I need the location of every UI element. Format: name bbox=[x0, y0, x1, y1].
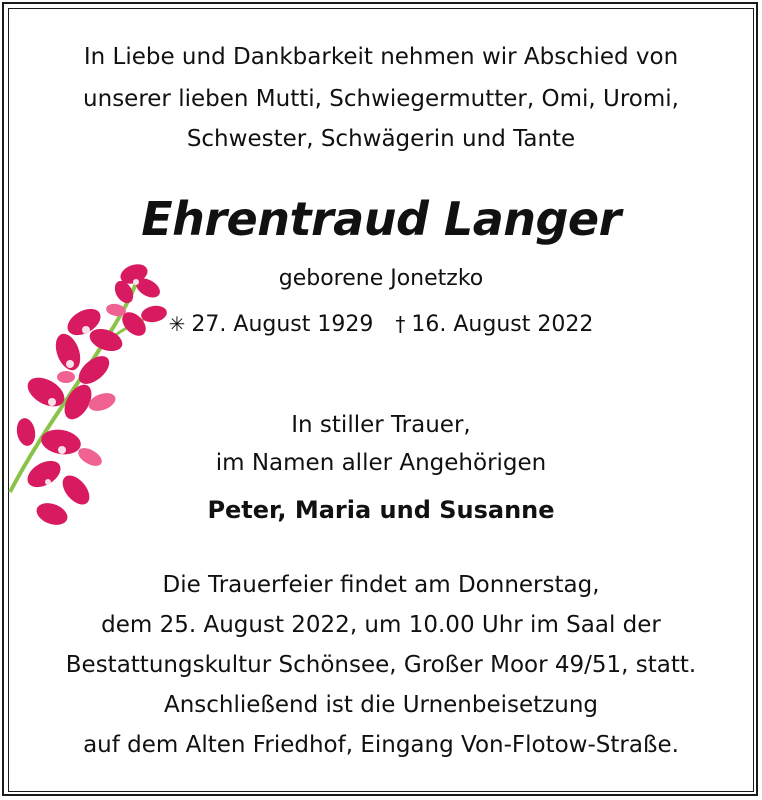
deceased-name: Ehrentraud Langer bbox=[141, 192, 621, 246]
intro-line-2: unserer lieben Mutti, Schwiegermutter, Omi, Uromi, bbox=[83, 86, 679, 112]
intro-line-1: In Liebe und Dankbarkeit nehmen wir Abschied von bbox=[83, 44, 679, 70]
death-date: 16. August 2022 bbox=[411, 312, 594, 337]
service-line-3: Bestattungskultur Schönsee, Großer Moor 49/51, statt. bbox=[65, 652, 697, 678]
death-cross-icon: † bbox=[395, 312, 406, 336]
mourning-line-2: im Namen aller Angehörigen bbox=[215, 450, 547, 476]
service-line-2: dem 25. August 2022, um 10.00 Uhr im Saal der bbox=[101, 612, 661, 638]
birth-date: 27. August 1929 bbox=[191, 312, 374, 337]
service-line-4: Anschließend ist die Urnenbeisetzung bbox=[163, 692, 599, 718]
intro-line-3: Schwester, Schwägerin und Tante bbox=[186, 126, 576, 152]
family-names: Peter, Maria und Susanne bbox=[207, 496, 555, 524]
maiden-name: geborene Jonetzko bbox=[278, 266, 484, 291]
service-line-5: auf dem Alten Friedhof, Eingang Von-Flotow-Straße. bbox=[83, 732, 679, 758]
mourning-line-1: In stiller Trauer, bbox=[291, 412, 471, 438]
life-dates bbox=[0, 312, 762, 337]
birth-star-icon: ✳ bbox=[168, 312, 186, 336]
service-line-1: Die Trauerfeier findet am Donnerstag, bbox=[162, 572, 600, 598]
